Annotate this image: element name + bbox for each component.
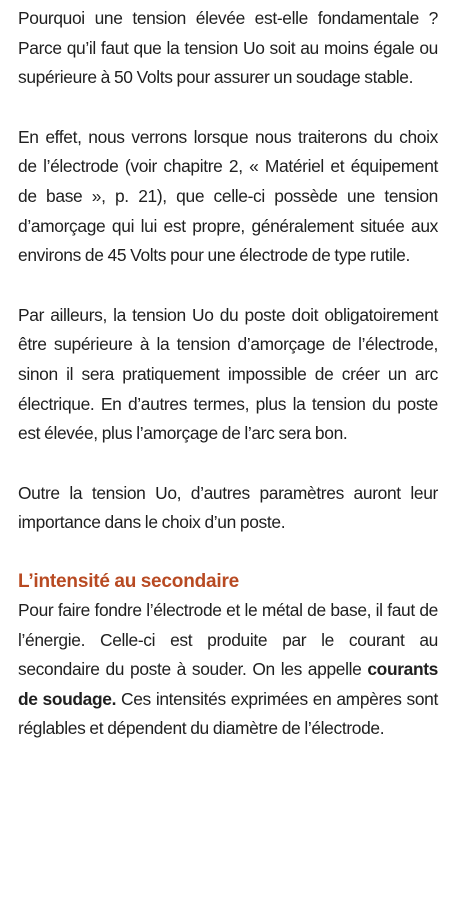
intensite-text-before: Pour faire fondre l’électrode et le métal de base, il faut de l’énergie. Celle-ci est produite par le courant au secondaire du poste à souder. On les appelle	[18, 599, 438, 680]
paragraph-autres-parametres: Outre la tension Uo, d’autres paramètres auront leur importance dans le choix d’un poste.	[18, 482, 438, 533]
section-heading-intensite: L’intensité au secondaire	[18, 570, 240, 592]
document-page	[18, 4, 438, 744]
paragraph-intensite-secondaire	[18, 596, 438, 744]
paragraph-tension-amorcage: Par ailleurs, la tension Uo du poste doit obligatoirement être supérieure à la tension d’amorçage de l’électrode, sinon il sera pratiquement impossible de créer un arc électrique. En d’autres termes, plus la tension du poste est élevée, plus l’amorçage de l’arc sera bon.	[18, 304, 438, 444]
intensite-text-after: Ces intensités exprimées en ampères sont réglables et dépendent du diamètre de l’électrode.	[18, 688, 438, 739]
courants-de-soudage-term: courants de soudage.	[18, 659, 438, 709]
paragraph-choix-electrode: En effet, nous verrons lorsque nous traiterons du choix de l’électrode (voir chapitre 2, « Matériel et équipement de base », p. 21), que celle-ci possède une tension d’amorçage qui lui est propre, généralement située aux environs de 45 Volts pour une électrode de type rutile.	[18, 126, 438, 266]
paragraph-tension-elevee: Pourquoi une tension élevée est-elle fondamentale ? Parce qu’il faut que la tension Uo soit au moins égale ou supérieure à 50 Volts pour assurer un soudage stable.	[18, 8, 438, 88]
